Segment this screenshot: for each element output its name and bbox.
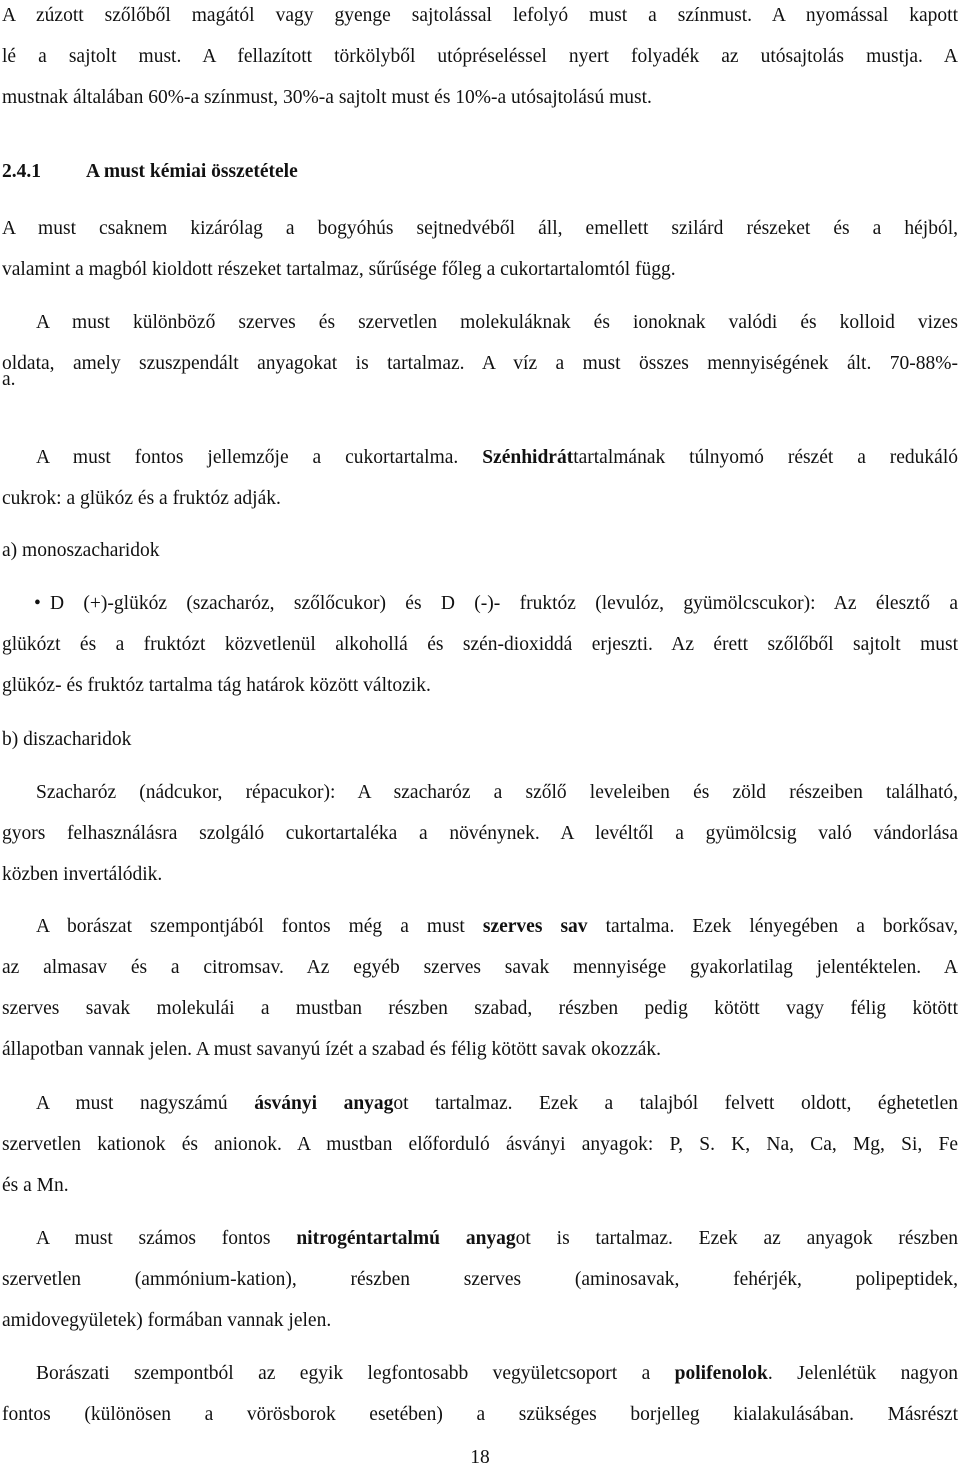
bold-term: szerves sav [482,916,588,937]
paragraph-line: mustnak általában 60%-a színmust, 30%-a sajtolt must és 10%-a utósajtolású must. [2,87,652,108]
paragraph-line: fontos (különösen a vörösborok esetében) a szükséges borjelleg kialakulásában. Másrészt [2,1404,958,1425]
paragraph-line: szervetlen (ammónium-kation), részben szerves (aminosavak, fehérjék, polipeptidek, [2,1269,958,1290]
paragraph-line: amidovegyületek) formában vannak jelen. [2,1310,332,1331]
paragraph-line: oldata, amely szuszpendált anyagokat is tartalmaz. A víz a must összes mennyiségének ált. 70-88%- [2,353,958,374]
paragraph-line: glükóz- és fruktóz tartalma tág határok között változik. [2,675,431,696]
paragraph-line: az almasav és a citromsav. Az egyéb szerves savak mennyisége gyakorlatilag jelentéktelen. A [2,957,958,978]
paragraph-line: szerves savak molekulái a mustban részben szabad, részben pedig kötött vagy félig kötött [2,998,958,1019]
text-run: A must számos fontos [36,1228,297,1249]
paragraph-line: szervetlen kationok és anionok. A mustban előforduló ásványi anyagok: P, S. K, Na, Ca, Mg, Si, Fe [2,1134,958,1155]
paragraph-line: Szacharóz (nádcukor, répacukor): A szacharóz a szőlő leveleiben és zöld részeiben található, [36,782,958,803]
paragraph-line: közben invertálódik. [2,864,163,885]
text-run: . Jelenlétük nagyon [767,1363,958,1384]
section-heading [2,160,958,184]
subheading: a) monoszacharidok [2,540,160,561]
bold-term: Szénhidrát [482,447,574,468]
text-run: A must fontos jellemzője a cukortartalma. [36,447,483,468]
paragraph-line [36,915,958,939]
text-run: Borászati szempontból az egyik legfontosabb vegyületcsoport a [36,1363,675,1384]
text-run: tartalmának túlnyomó részét a redukáló [573,447,958,468]
paragraph-line: A must különböző szerves és szervetlen molekuláknak és ionoknak valódi és kolloid vizes [36,312,958,333]
text-run: A must nagyszámú [36,1093,255,1114]
bullet-line [34,592,958,616]
paragraph-line: állapotban vannak jelen. A must savanyú ízét a szabad és félig kötött savak okozzák. [2,1039,662,1060]
page-number: 18 [470,1447,490,1468]
paragraph-line [36,1092,958,1116]
paragraph-line: gyors felhasználásra szolgáló cukortartaléka a növénynek. A levéltől a gyümölcsig való vándorlása [2,823,958,844]
text-run: D (+)-glükóz (szacharóz, szőlőcukor) és D (-)- fruktóz (levulóz, gyümölcscukor): Az élesztő a [50,593,958,614]
paragraph-line: lé a sajtolt must. A fellazított törkölyből utópréseléssel nyert folyadék az utósajtolás mustja. A [2,46,958,67]
bold-term: polifenolok [674,1363,768,1384]
paragraph-line: A zúzott szőlőből magától vagy gyenge sajtolással lefolyó must a színmust. A nyomással kapott [2,5,958,26]
text-run: ot is tartalmaz. Ezek az anyagok részben [515,1228,958,1249]
paragraph-line [36,446,958,470]
section-number: 2.4.1 [2,161,41,182]
paragraph-line: glükózt és a fruktózt közvetlenül alkohollá és szén-dioxiddá erjeszti. Az érett szőlőből sajtolt must [2,634,958,655]
bullet-icon: • [34,593,41,614]
bold-term: ásványi anyag [254,1093,394,1114]
paragraph-line [36,1227,958,1251]
text-run: tartalma. Ezek lényegében a borkősav, [587,916,958,937]
paragraph-line: a. [2,369,16,390]
text-run: ot tartalmaz. Ezek a talajból felvett oldott, éghetetlen [393,1093,959,1114]
text-run: A borászat szempontjából fontos még a must [36,916,483,937]
paragraph-line: A must csaknem kizárólag a bogyóhús sejtnedvéből áll, emellett szilárd részeket és a héjból, [2,218,958,239]
section-title: A must kémiai összetétele [86,161,298,182]
subheading: b) diszacharidok [2,729,132,750]
paragraph-line: cukrok: a glükóz és a fruktóz adják. [2,488,281,509]
paragraph-line [36,1362,958,1386]
bold-term: nitrogéntartalmú anyag [296,1228,516,1249]
paragraph-line: valamint a magból kioldott részeket tartalmaz, sűrűsége főleg a cukortartalomtól függ. [2,259,676,280]
paragraph-line: és a Mn. [2,1175,69,1196]
